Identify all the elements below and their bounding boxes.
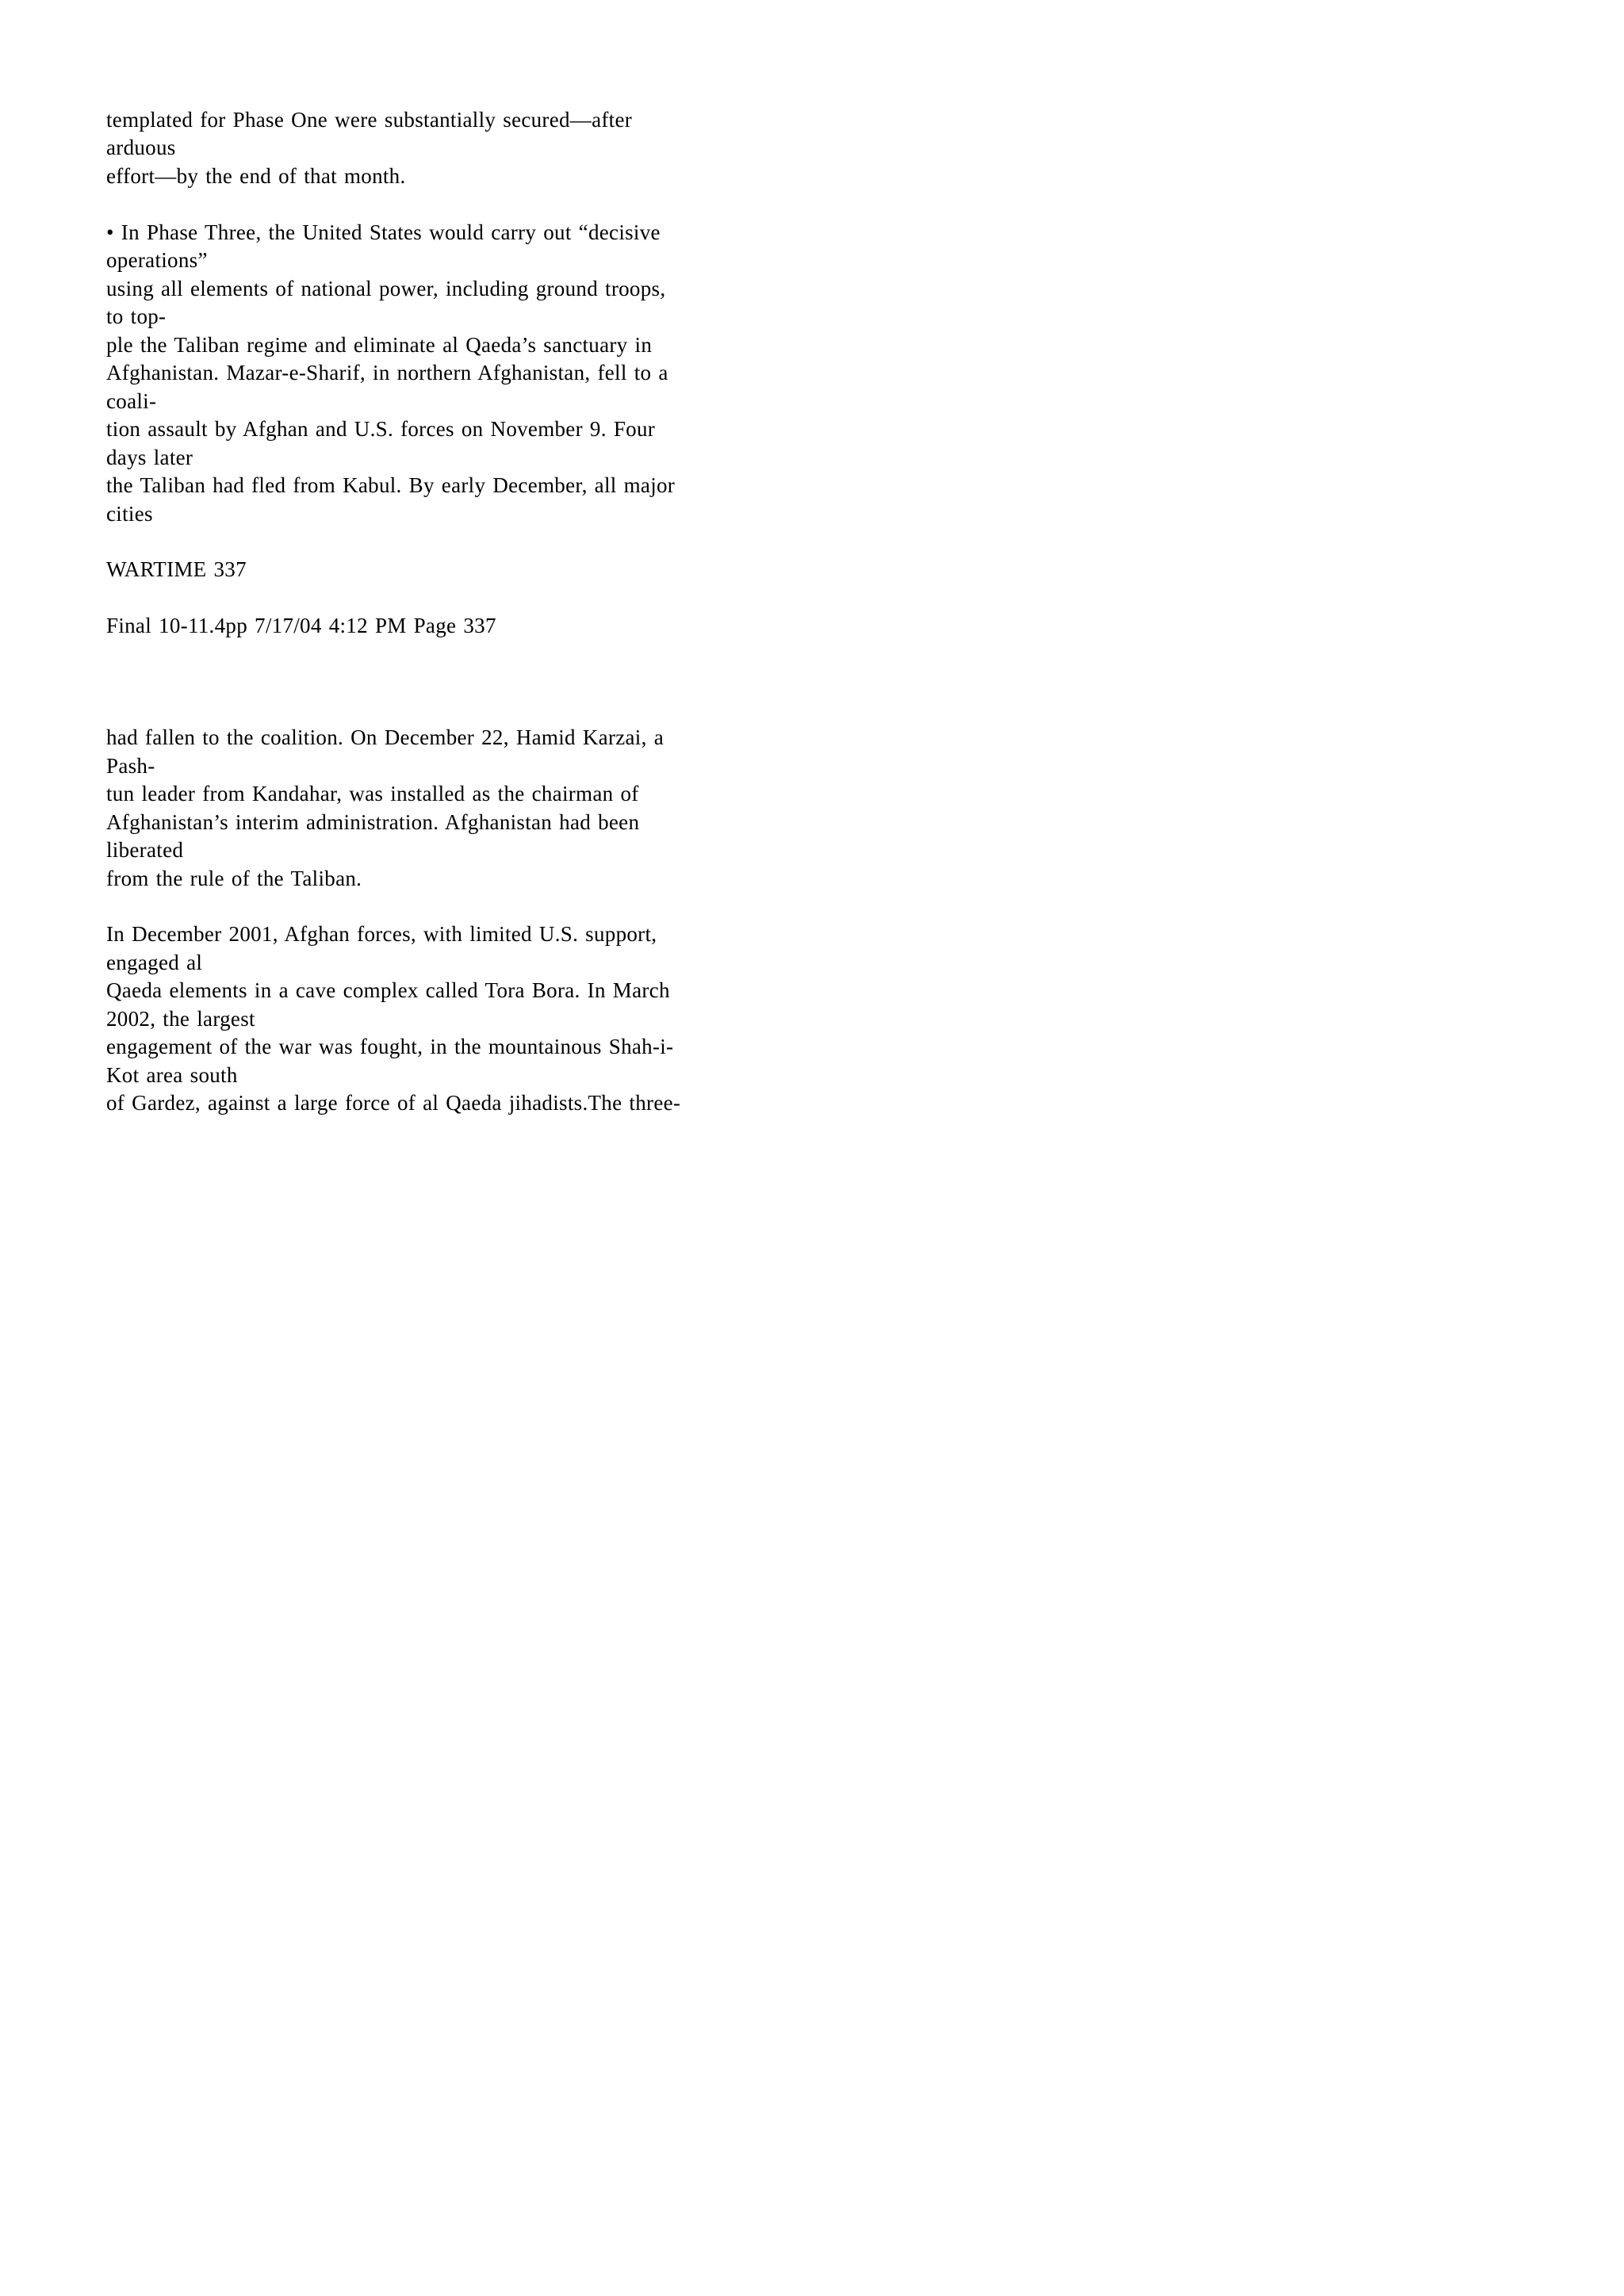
- text-line: coali-: [106, 389, 157, 413]
- text-line: engaged al: [106, 951, 203, 974]
- text-line: had fallen to the coalition. On December 22, Hamid Karzai, a: [106, 725, 664, 749]
- text-line: tion assault by Afghan and U.S. forces on November 9. Four: [106, 417, 656, 441]
- text-line: days later: [106, 446, 193, 469]
- text-line: Qaeda elements in a cave complex called Tora Bora. In March: [106, 978, 670, 1002]
- text-line: arduous: [106, 136, 176, 159]
- text-line: the Taliban had fled from Kabul. By early December, all major: [106, 473, 676, 497]
- text-line: operations”: [106, 248, 208, 272]
- bullet-line: • In Phase Three, the United States would carry out “decisive: [106, 220, 661, 244]
- document-page: [0, 0, 872, 1234]
- running-footer: WARTIME 337: [106, 557, 247, 581]
- text-line: using all elements of national power, including ground troops,: [106, 277, 666, 300]
- text-line: of Gardez, against a large force of al Qaeda jihadists.The three-: [106, 1091, 681, 1115]
- text-line: engagement of the war was fought, in the mountainous Shah-i-: [106, 1035, 674, 1058]
- text-line: from the rule of the Taliban.: [106, 867, 362, 890]
- text-line: ple the Taliban regime and eliminate al Qaeda’s sanctuary in: [106, 333, 653, 357]
- text-line: effort—by the end of that month.: [106, 164, 406, 188]
- print-slug: Final 10-11.4pp 7/17/04 4:12 PM Page 337: [106, 614, 496, 637]
- text-line: cities: [106, 502, 153, 526]
- text-line: tun leader from Kandahar, was installed as the chairman of: [106, 782, 639, 806]
- text-line: to top-: [106, 304, 167, 328]
- text-line: Kot area south: [106, 1063, 238, 1087]
- text-line: Afghanistan. Mazar-e-Sharif, in northern Afghanistan, fell to a: [106, 361, 668, 385]
- text-line: liberated: [106, 838, 184, 862]
- text-line: In December 2001, Afghan forces, with limited U.S. support,: [106, 922, 657, 946]
- text-line: templated for Phase One were substantially secured—after: [106, 108, 633, 132]
- text-line: 2002, the largest: [106, 1007, 255, 1031]
- text-line: Afghanistan’s interim administration. Afghanistan had been: [106, 810, 640, 834]
- text-line: Pash-: [106, 754, 155, 778]
